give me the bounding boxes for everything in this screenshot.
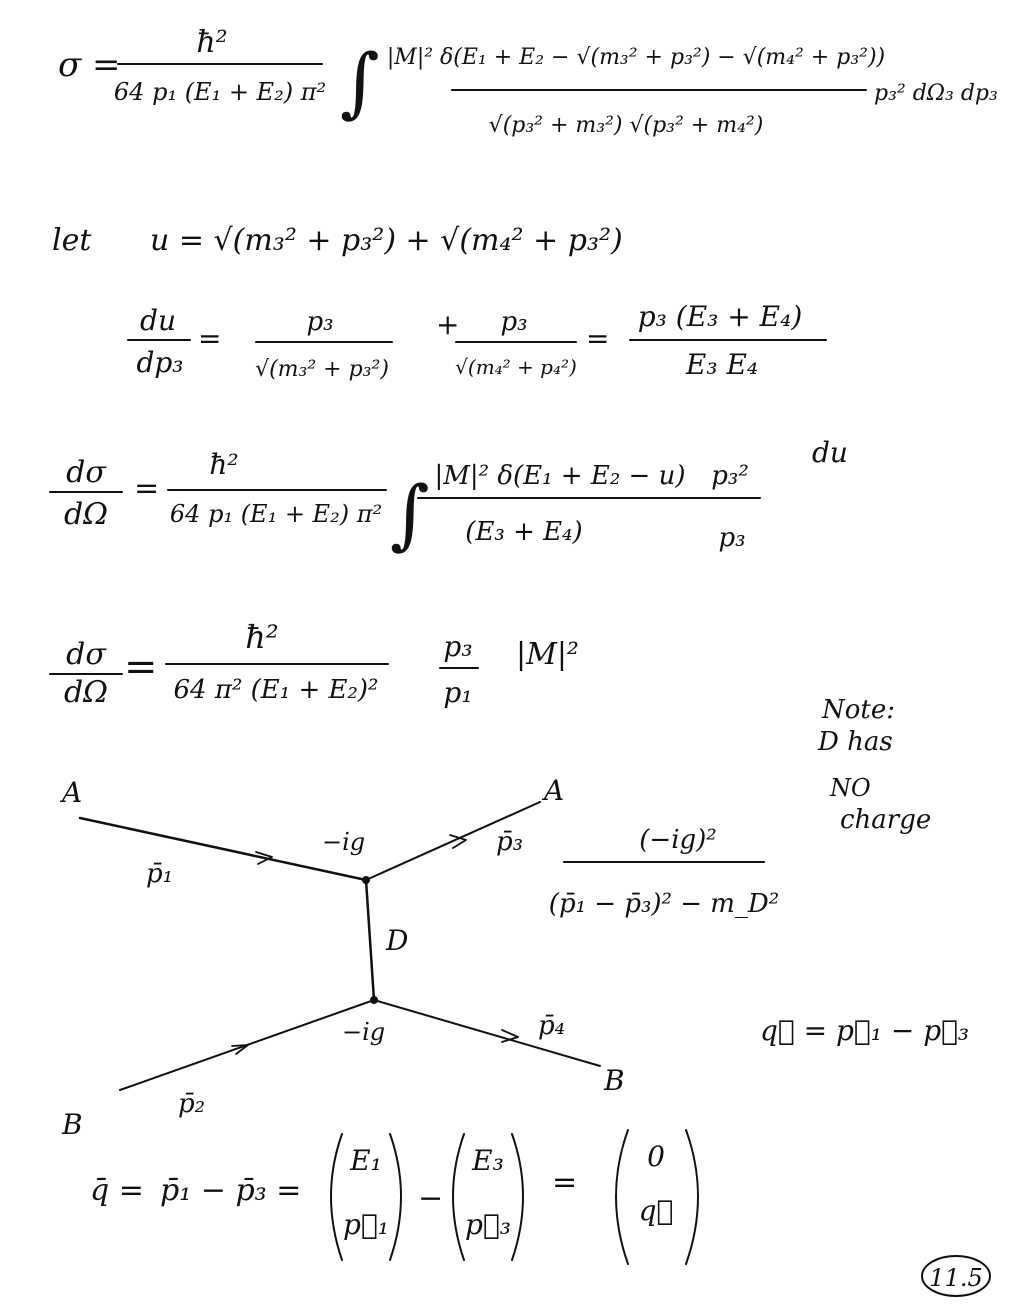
col1-right-paren (390, 1134, 401, 1260)
label-a-out: A (544, 774, 565, 807)
vector-q-definition: q⃗ = p⃗₁ − p⃗₃ (760, 1014, 970, 1047)
col2-top: E₃ (472, 1144, 504, 1177)
dsigma-integral-equation (50, 436, 848, 558)
col2-left-paren (453, 1134, 464, 1260)
substitution-block (52, 223, 826, 382)
dsigma-measure-du: du (812, 436, 848, 469)
arrow-p4-icon (502, 1030, 518, 1042)
dsigma-lhs-numerator: dσ (66, 455, 106, 490)
dsigma-p3: p₃ (718, 523, 746, 553)
col3-right-paren (686, 1130, 698, 1264)
sigma-integral-sign: ∫ (340, 37, 380, 126)
propagator-denominator: (p̄₁ − p̄₃)² − m_D² (548, 889, 780, 919)
dsigma-p3-squared: p₃² (711, 461, 749, 491)
col3-left-paren (616, 1130, 628, 1264)
sigma-lhs: σ = (58, 45, 121, 85)
term2-denominator: √(m₄² + p₄²) (455, 355, 577, 379)
svg-text:=: = (198, 322, 222, 355)
result-prefactor-denominator: 64 π² (E₁ + E₂)² (173, 675, 379, 705)
momentum-transfer (90, 1014, 969, 1264)
label-p2: p̄₂ (178, 1089, 206, 1119)
svg-text:=: = (134, 471, 160, 506)
propagator-fraction (549, 825, 779, 919)
four-q-diff: p̄₁ − p̄₃ = (160, 1173, 302, 1208)
four-q-lhs: q̄ = (90, 1173, 144, 1208)
dsigma-integral-sign: ∫ (390, 469, 430, 558)
plus-sign: + (436, 308, 460, 341)
page-number (922, 1256, 990, 1296)
feynman-diagram (59, 774, 625, 1141)
col2-right-paren (512, 1134, 523, 1260)
label-a-in: A (62, 776, 83, 809)
label-mediator-d: D (386, 924, 409, 957)
label-b-out: B (604, 1064, 625, 1097)
term2-numerator: p₃ (500, 307, 528, 337)
propagator-numerator: (−ig)² (639, 825, 717, 855)
du-dp3-numerator: du (140, 304, 176, 337)
dsigma-integrand-numerator: |M|² δ(E₁ + E₂ − u) (434, 461, 686, 491)
vertex-factor-bottom: −ig (342, 1018, 386, 1046)
du-result-denominator: E₃ E₄ (685, 348, 759, 381)
bottom-vertex (370, 996, 378, 1004)
result-ratio-numerator: p₃ (443, 630, 473, 663)
dsigma-integrand-denominator: (E₃ + E₄) (465, 517, 583, 547)
sigma-prefactor-numerator: ħ² (196, 25, 228, 60)
col3-bottom: q⃗ (638, 1194, 674, 1227)
result-amplitude: |M|² (516, 637, 579, 672)
dsigma-prefactor-denominator: 64 p₁ (E₁ + E₂) π² (169, 500, 383, 528)
col1-bottom: p⃗₁ (343, 1208, 389, 1241)
result-ratio-denominator: p₁ (443, 676, 473, 709)
top-vertex (362, 876, 370, 884)
result-prefactor-numerator: ħ² (245, 618, 279, 656)
sigma-prefactor-denominator: 64 p₁ (E₁ + E₂) π² (113, 78, 327, 106)
note-line-1: Note: (822, 695, 895, 725)
dsigma-lhs-denominator: dΩ (63, 497, 109, 532)
result-equals: = (124, 644, 158, 690)
col1-left-paren (331, 1134, 342, 1260)
label-p1: p̄₁ (146, 859, 174, 889)
du-result-numerator: p₃ (E₃ + E₄) (637, 300, 803, 333)
note-line-4: charge (840, 805, 932, 835)
col-minus: − (418, 1181, 444, 1216)
vertex-factor-top: −ig (322, 828, 366, 856)
result-lhs-numerator: dσ (66, 637, 106, 672)
label-b-in: B (62, 1108, 83, 1141)
note-line-3: NO (830, 774, 871, 802)
col-equals: = (552, 1165, 578, 1200)
sigma-integrand-denominator: √(p₃² + m₃²) √(p₃² + m₄²) (488, 113, 764, 138)
sigma-measure: p₃² dΩ₃ dp₃ (874, 81, 998, 106)
svg-text:=: = (586, 322, 610, 355)
col1-top: E₁ (350, 1144, 382, 1177)
term1-numerator: p₃ (306, 307, 334, 337)
col3-top: 0 (647, 1140, 665, 1173)
let-label: let (52, 223, 92, 258)
page-number-text: 11.5 (929, 1264, 983, 1292)
u-definition: u = √(m₃² + p₃²) + √(m₄² + p₃²) (150, 223, 623, 258)
outgoing-b-line (374, 1000, 600, 1066)
label-p4: p̄₄ (538, 1011, 566, 1041)
dsigma-prefactor-numerator: ħ² (209, 448, 239, 481)
term1-denominator: √(m₃² + p₃²) (255, 357, 389, 382)
mediator-d-line (366, 880, 374, 1000)
col2-bottom: p⃗₃ (465, 1208, 511, 1241)
result-lhs-denominator: dΩ (63, 675, 109, 710)
dsigma-result-equation (50, 618, 579, 710)
sigma-equation (58, 25, 998, 138)
label-p3: p̄₃ (496, 827, 524, 857)
note-line-2: D has (818, 727, 893, 757)
sigma-integrand-numerator: |M|² δ(E₁ + E₂ − √(m₃² + p₃²) − √(m₄² + p₃²)) (386, 45, 886, 70)
du-dp3-denominator: dp₃ (136, 346, 184, 379)
side-note (817, 695, 931, 835)
